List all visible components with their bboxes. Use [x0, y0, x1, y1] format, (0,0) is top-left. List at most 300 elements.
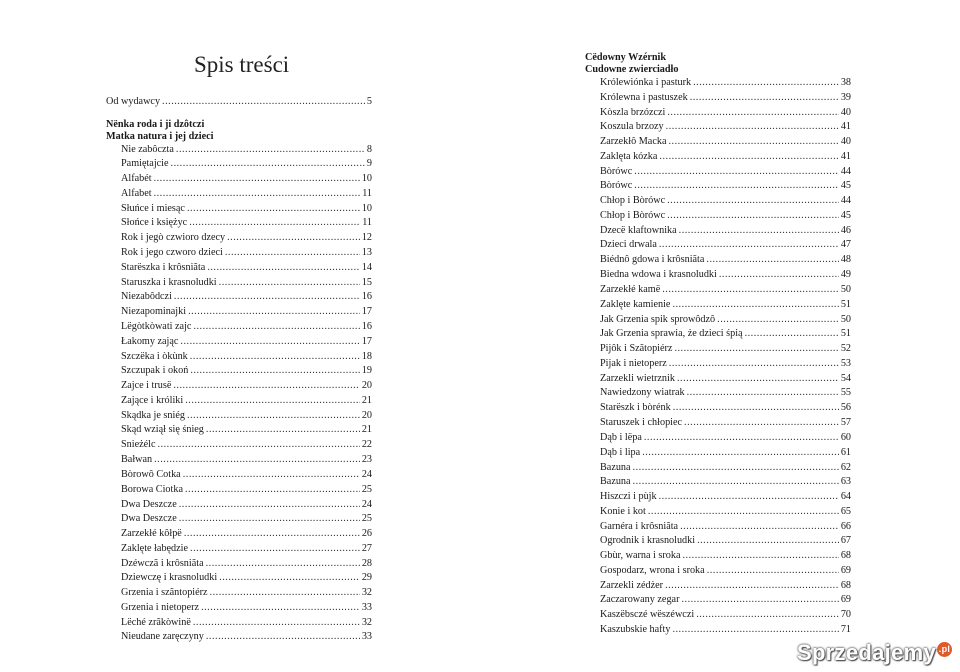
- leader-dots: [706, 253, 838, 268]
- toc-entry[interactable]: [600, 120, 851, 135]
- section-heading-polish: Matka natura i jej dzieci: [106, 130, 214, 142]
- toc-entry-page: 24: [361, 468, 372, 480]
- toc-entry-page: 50: [840, 284, 851, 296]
- toc-entry-page: 64: [840, 491, 851, 503]
- toc-entry-page: 55: [840, 387, 851, 399]
- toc-entry-page: 11: [362, 187, 372, 199]
- toc-entry-page: 29: [361, 572, 372, 584]
- toc-entry[interactable]: [600, 623, 851, 638]
- toc-entry-label: Alfabét: [121, 173, 152, 185]
- leader-dots: [179, 512, 360, 527]
- toc-entry[interactable]: [121, 423, 372, 438]
- toc-entry-label: Hiszczi i pùjk: [600, 491, 657, 503]
- leader-dots: [667, 194, 839, 209]
- toc-entry-page: 56: [840, 402, 851, 414]
- toc-entry-label: Pijak i nietoperz: [600, 357, 667, 369]
- toc-entry[interactable]: [600, 461, 851, 476]
- toc-entry-label: Zarzekłô Macka: [600, 136, 667, 148]
- leader-dots: [171, 157, 365, 172]
- toc-entry[interactable]: [121, 453, 372, 468]
- page-title: Spis treści: [194, 52, 290, 77]
- toc-entry-label: Bazuna: [600, 476, 631, 488]
- toc-entry-page: 28: [361, 557, 372, 569]
- leader-dots: [154, 453, 360, 468]
- toc-entry-page: 21: [361, 424, 372, 436]
- leader-dots: [173, 379, 359, 394]
- toc-entry-page: 51: [840, 298, 851, 310]
- toc-entry-label: Nawiedzony wiatrak: [600, 387, 685, 399]
- toc-entry-label: Zające i króliki: [121, 394, 184, 406]
- toc-entry-page: 48: [840, 254, 851, 266]
- toc-entry-page: 27: [361, 542, 372, 554]
- toc-entry-label: Pamiętajcie: [121, 158, 169, 170]
- toc-entry-label: Bòrówc: [600, 165, 633, 177]
- toc-entry-intro[interactable]: [106, 95, 372, 110]
- section-heading-polish: Cudowne zwierciadło: [585, 64, 679, 75]
- toc-entry-label: Chłop i Bòrówc: [600, 209, 666, 221]
- toc-entry-page: 45: [840, 209, 851, 221]
- toc-entry[interactable]: [121, 246, 372, 261]
- leader-dots: [206, 630, 360, 645]
- toc-entry-label: Dąb i lëpa: [600, 431, 642, 443]
- toc-entry[interactable]: [121, 586, 372, 601]
- leader-dots: [207, 261, 360, 276]
- toc-entry[interactable]: [600, 401, 851, 416]
- leader-dots: [193, 616, 360, 631]
- toc-entry[interactable]: [121, 157, 372, 172]
- toc-entry-page: 46: [840, 224, 851, 236]
- toc-entry-label: Ogrodnik i krasnoludki: [600, 535, 696, 547]
- leader-dots: [674, 342, 838, 357]
- toc-entry-page: 69: [840, 564, 851, 576]
- toc-entry-page: 23: [361, 453, 372, 465]
- toc-entry-page: 20: [361, 380, 372, 392]
- toc-entry-page: 32: [361, 587, 372, 599]
- toc-entry-label: Zarzekłé kôłpë: [121, 528, 182, 540]
- toc-entry-label: Grzenia i szãntopiérz: [121, 587, 208, 599]
- toc-entry-label: Łakomy zając: [121, 335, 179, 347]
- toc-entry[interactable]: [600, 475, 851, 490]
- toc-entry-label: Kaszëbsczé wëszéwczi: [600, 609, 695, 621]
- toc-entry-page: 5: [366, 96, 372, 107]
- leader-dots: [697, 534, 839, 549]
- leader-dots: [719, 268, 839, 283]
- toc-entry[interactable]: [121, 601, 372, 616]
- toc-entry-label: Jak Grzenia spik sprowôdzô: [600, 313, 716, 325]
- toc-entry-page: 65: [840, 505, 851, 517]
- toc-entry-page: 18: [361, 350, 372, 362]
- toc-entry-label: Nie zabôczta: [121, 143, 174, 155]
- toc-entry-page: 19: [361, 365, 372, 377]
- toc-entry[interactable]: [600, 253, 851, 268]
- leader-dots: [633, 475, 839, 490]
- toc-entry-page: 17: [361, 306, 372, 318]
- toc-entry-label: Dzéwczã i krôsniãta: [121, 557, 204, 569]
- toc-entry[interactable]: [600, 490, 851, 505]
- toc-entry-label: Zarzekłé kamë: [600, 284, 661, 296]
- leader-dots: [644, 431, 839, 446]
- leader-dots: [693, 76, 839, 91]
- toc-entry-page: 17: [361, 335, 372, 347]
- leader-dots: [667, 209, 839, 224]
- toc-entry[interactable]: [600, 238, 851, 253]
- toc-entry[interactable]: [600, 446, 851, 461]
- leader-dots: [193, 320, 359, 335]
- toc-entry[interactable]: [121, 305, 372, 320]
- toc-entry[interactable]: [121, 187, 372, 202]
- toc-entry[interactable]: [121, 394, 372, 409]
- leader-dots: [634, 179, 839, 194]
- toc-entry[interactable]: [121, 216, 372, 231]
- toc-entry-page: 70: [840, 609, 851, 621]
- toc-entry-label: Lëgòtkòwati zajc: [121, 321, 192, 333]
- toc-entry-label: Szczupak i okoń: [121, 365, 189, 377]
- toc-entry-page: 62: [840, 461, 851, 473]
- toc-entry-label: Rok i jego czworo dzieci: [121, 246, 223, 258]
- toc-entry-label: Zaklęte łabędzie: [121, 542, 189, 554]
- toc-entry-page: 33: [361, 631, 372, 643]
- toc-entry-label: Dzecë klaftownika: [600, 224, 677, 236]
- toc-entry-page: 22: [361, 439, 372, 451]
- toc-entry-page: 71: [840, 624, 851, 635]
- toc-entry[interactable]: [121, 616, 372, 631]
- toc-entry-page: 38: [840, 77, 851, 88]
- leader-dots: [669, 357, 839, 372]
- toc-entry[interactable]: [600, 608, 851, 623]
- leader-dots: [187, 202, 360, 217]
- toc-left-column: [106, 95, 372, 645]
- leader-dots: [662, 283, 839, 298]
- leader-dots: [174, 290, 360, 305]
- toc-entry-page: 39: [840, 91, 851, 103]
- leader-dots: [745, 327, 839, 342]
- toc-entry[interactable]: [600, 505, 851, 520]
- toc-entry-label: Szczëka i òkùnk: [121, 350, 188, 362]
- toc-entry[interactable]: [600, 194, 851, 209]
- watermark-logo: [797, 640, 952, 666]
- toc-entry[interactable]: [121, 364, 372, 379]
- toc-entry-page: 45: [840, 180, 851, 192]
- leader-dots: [633, 461, 839, 476]
- toc-entry-page: 44: [840, 165, 851, 177]
- toc-entry-page: 9: [366, 158, 372, 170]
- toc-entry[interactable]: [600, 76, 851, 91]
- toc-entry[interactable]: [121, 438, 372, 453]
- toc-entry[interactable]: [121, 379, 372, 394]
- toc-entry-label: Skądka je sniég: [121, 409, 185, 421]
- toc-entry-page: 40: [840, 136, 851, 148]
- toc-entry-label: Staruszka i krasnoludki: [121, 276, 217, 288]
- leader-dots: [183, 468, 360, 483]
- toc-entry-page: 41: [840, 121, 851, 133]
- toc-entry-label: Kòszla brzózczi: [600, 106, 666, 118]
- leader-dots: [210, 586, 360, 601]
- toc-entry-page: 54: [840, 372, 851, 384]
- toc-entry-page: 15: [361, 276, 372, 288]
- leader-dots: [219, 276, 360, 291]
- leader-dots: [680, 520, 839, 535]
- toc-entry-label: Dziewczę i krasnoludki: [121, 572, 218, 584]
- leader-dots: [187, 409, 360, 424]
- toc-list-right: [585, 76, 851, 638]
- leader-dots: [659, 238, 839, 253]
- leader-dots: [206, 557, 360, 572]
- toc-entry-page: 20: [361, 409, 372, 421]
- toc-entry-label: Konie i kot: [600, 505, 646, 517]
- toc-entry[interactable]: [121, 261, 372, 276]
- leader-dots: [179, 498, 360, 513]
- toc-entry-label: Biedna wdowa i krasnoludki: [600, 269, 717, 281]
- toc-entry[interactable]: [600, 520, 851, 535]
- toc-entry[interactable]: [600, 224, 851, 239]
- toc-entry[interactable]: [121, 276, 372, 291]
- toc-entry-label: Od wydawcy: [106, 96, 161, 107]
- toc-entry[interactable]: [600, 91, 851, 106]
- toc-entry-label: Bazuna: [600, 461, 631, 473]
- toc-entry-label: Słońce i księżyc: [121, 217, 188, 229]
- toc-entry[interactable]: [121, 468, 372, 483]
- toc-entry-label: Borowa Ciotka: [121, 483, 183, 495]
- toc-entry[interactable]: [121, 483, 372, 498]
- leader-dots: [185, 483, 360, 498]
- leader-dots: [672, 298, 838, 313]
- leader-dots: [717, 313, 839, 328]
- toc-entry[interactable]: [600, 135, 851, 150]
- toc-entry[interactable]: [121, 172, 372, 187]
- toc-entry[interactable]: [600, 357, 851, 372]
- leader-dots: [176, 143, 365, 158]
- toc-entry-page: 33: [361, 601, 372, 613]
- toc-entry-label: Kaszubskie hafty: [600, 624, 671, 635]
- toc-entry[interactable]: [600, 342, 851, 357]
- toc-entry[interactable]: [600, 313, 851, 328]
- toc-entry[interactable]: [600, 298, 851, 313]
- toc-entry-label: Dwa Deszcze: [121, 513, 177, 525]
- toc-entry-label: Gospodarz, wrona i sroka: [600, 564, 705, 576]
- toc-entry-label: Lëché zrãkòwinë: [121, 616, 191, 628]
- toc-entry-label: Starëszk i bòrénk: [600, 402, 671, 414]
- toc-entry-page: 16: [361, 291, 372, 303]
- section-heading-kashubian: Nënka roda i ji dzôtczi: [106, 118, 205, 130]
- leader-dots: [687, 386, 839, 401]
- toc-entry-page: 67: [840, 535, 851, 547]
- leader-dots: [668, 135, 838, 150]
- leader-dots: [679, 224, 839, 239]
- leader-dots: [190, 350, 360, 365]
- section-heading-kashubian: Cëdowny Wzérnik: [585, 52, 667, 63]
- toc-entry-page: 24: [361, 498, 372, 510]
- toc-entry-page: 51: [840, 328, 851, 340]
- toc-entry-label: Niezabôdczi: [121, 291, 172, 303]
- toc-entry[interactable]: [121, 335, 372, 350]
- watermark-suffix: .pl: [937, 642, 952, 657]
- toc-entry[interactable]: [600, 549, 851, 564]
- toc-entry-page: 60: [840, 431, 851, 443]
- leader-dots: [683, 549, 839, 564]
- toc-entry[interactable]: [121, 320, 372, 335]
- toc-entry-page: 25: [361, 483, 372, 495]
- toc-entry-label: Zaklęte kamienie: [600, 298, 671, 310]
- toc-entry-label: Niezapominajki: [121, 306, 187, 318]
- toc-entry[interactable]: [600, 416, 851, 431]
- leader-dots: [681, 593, 838, 608]
- leader-dots: [673, 401, 839, 416]
- leader-dots: [188, 305, 360, 320]
- toc-entry-label: Zaczarowany zegar: [600, 594, 680, 606]
- leader-dots: [190, 364, 359, 379]
- leader-dots: [659, 150, 838, 165]
- toc-entry[interactable]: [121, 202, 372, 217]
- leader-dots: [690, 91, 839, 106]
- toc-entry-page: 66: [840, 520, 851, 532]
- toc-entry[interactable]: [600, 165, 851, 180]
- leader-dots: [189, 216, 360, 231]
- toc-entry-page: 61: [840, 446, 851, 458]
- leader-dots: [154, 172, 360, 187]
- toc-entry[interactable]: [121, 143, 372, 158]
- toc-entry-page: 21: [361, 394, 372, 406]
- toc-entry[interactable]: [600, 209, 851, 224]
- toc-entry-label: Dąb i lipa: [600, 446, 641, 458]
- toc-entry-page: 41: [840, 150, 851, 162]
- toc-entry-label: Królewiónka i pasturk: [600, 77, 692, 88]
- toc-entry[interactable]: [600, 386, 851, 401]
- toc-entry-label: Garnéra i krôsniãta: [600, 520, 679, 532]
- toc-entry-page: 52: [840, 343, 851, 355]
- toc-entry-page: 44: [840, 195, 851, 207]
- toc-entry-label: Bòrówc: [600, 180, 633, 192]
- leader-dots: [665, 579, 839, 594]
- leader-dots: [667, 106, 838, 121]
- toc-entry[interactable]: [600, 593, 851, 608]
- toc-entry-label: Pijôk i Szãtopiérz: [600, 343, 673, 355]
- toc-entry-page: 11: [362, 217, 372, 229]
- leader-dots: [648, 505, 839, 520]
- leader-dots: [672, 623, 838, 638]
- toc-entry[interactable]: [121, 571, 372, 586]
- leader-dots: [677, 372, 839, 387]
- toc-entry[interactable]: [121, 290, 372, 305]
- leader-dots: [659, 490, 839, 505]
- toc-entry-page: 68: [840, 579, 851, 591]
- section-spacer: [106, 110, 372, 119]
- toc-entry-label: Starëszka i krôsniãta: [121, 261, 206, 273]
- leader-dots: [201, 601, 360, 616]
- leader-dots: [162, 95, 365, 110]
- toc-entry-label: Królewna i pastuszek: [600, 91, 688, 103]
- toc-entry-label: Zajce i trusë: [121, 380, 172, 392]
- toc-entry[interactable]: [121, 557, 372, 572]
- toc-entry-page: 32: [361, 616, 372, 628]
- toc-entry[interactable]: [600, 564, 851, 579]
- toc-entry-page: 53: [840, 357, 851, 369]
- watermark-text: Sprzedajemy: [796, 640, 936, 665]
- leader-dots: [696, 608, 839, 623]
- toc-entry-label: Dzieci drwala: [600, 239, 657, 251]
- toc-entry-page: 10: [361, 202, 372, 214]
- toc-entry[interactable]: [600, 150, 851, 165]
- leader-dots: [219, 571, 360, 586]
- leader-dots: [184, 527, 360, 542]
- leader-dots: [206, 423, 360, 438]
- toc-entry-page: 69: [840, 594, 851, 606]
- toc-entry-label: Biédnô gdowa i krôsniãta: [600, 254, 705, 266]
- toc-entry-page: 12: [361, 232, 372, 244]
- toc-entry[interactable]: [600, 106, 851, 121]
- toc-entry[interactable]: [121, 350, 372, 365]
- toc-entry-label: Chłop i Bòrówc: [600, 195, 666, 207]
- toc-entry-page: 40: [840, 106, 851, 118]
- toc-entry-page: 50: [840, 313, 851, 325]
- toc-entry-label: Zarzekli wietrznik: [600, 372, 675, 384]
- leader-dots: [154, 187, 361, 202]
- toc-entry-page: 13: [361, 246, 372, 258]
- toc-entry-label: Skąd wziął się śnieg: [121, 424, 204, 436]
- toc-entry-page: 26: [361, 528, 372, 540]
- toc-entry-label: Nieudane zaręczyny: [121, 631, 204, 643]
- toc-entry-label: Koszula brzozy: [600, 121, 664, 133]
- toc-entry-page: 10: [361, 173, 372, 185]
- toc-entry-label: Zaklęta kózka: [600, 150, 658, 162]
- toc-entry-page: 8: [366, 143, 372, 155]
- toc-entry-page: 16: [361, 321, 372, 333]
- toc-entry-label: Jak Grzenia sprawia, że dzieci śpią: [600, 328, 743, 340]
- toc-entry-label: Alfabet: [121, 187, 152, 199]
- toc-entry[interactable]: [121, 512, 372, 527]
- toc-entry[interactable]: [600, 431, 851, 446]
- toc-entry[interactable]: [121, 542, 372, 557]
- leader-dots: [666, 120, 839, 135]
- toc-entry[interactable]: [121, 630, 372, 645]
- toc-entry-label: Snieżélc: [121, 439, 156, 451]
- leader-dots: [180, 335, 359, 350]
- toc-entry-label: Grzenia i nietoperz: [121, 601, 200, 613]
- toc-entry-page: 14: [361, 261, 372, 273]
- toc-entry[interactable]: [600, 534, 851, 549]
- toc-entry-label: Dwa Deszcze: [121, 498, 177, 510]
- leader-dots: [634, 165, 839, 180]
- toc-entry-label: Zarzekli zédżer: [600, 579, 664, 591]
- toc-entry[interactable]: [600, 268, 851, 283]
- toc-entry-page: 47: [840, 239, 851, 251]
- toc-entry-label: Słuńce i miesąc: [121, 202, 185, 214]
- toc-entry[interactable]: [600, 372, 851, 387]
- toc-entry[interactable]: [121, 409, 372, 424]
- toc-entry[interactable]: [600, 283, 851, 298]
- toc-list-left: [106, 143, 372, 645]
- toc-entry[interactable]: [600, 327, 851, 342]
- leader-dots: [707, 564, 839, 579]
- toc-entry-page: 49: [840, 269, 851, 281]
- toc-entry[interactable]: [600, 579, 851, 594]
- leader-dots: [225, 246, 360, 261]
- leader-dots: [684, 416, 839, 431]
- leader-dots: [190, 542, 360, 557]
- toc-entry-page: 25: [361, 513, 372, 525]
- toc-entry[interactable]: [121, 231, 372, 246]
- toc-entry-label: Staruszek i chłopiec: [600, 416, 683, 428]
- toc-entry-label: Bałwan: [121, 453, 153, 465]
- toc-right-column: [585, 52, 851, 638]
- toc-entry-page: 63: [840, 476, 851, 488]
- toc-entry-page: 68: [840, 550, 851, 562]
- leader-dots: [185, 394, 360, 409]
- toc-entry[interactable]: [600, 179, 851, 194]
- toc-entry-label: Rok i jegò czwioro dzecy: [121, 232, 226, 244]
- toc-entry[interactable]: [121, 498, 372, 513]
- leader-dots: [642, 446, 839, 461]
- toc-entry[interactable]: [121, 527, 372, 542]
